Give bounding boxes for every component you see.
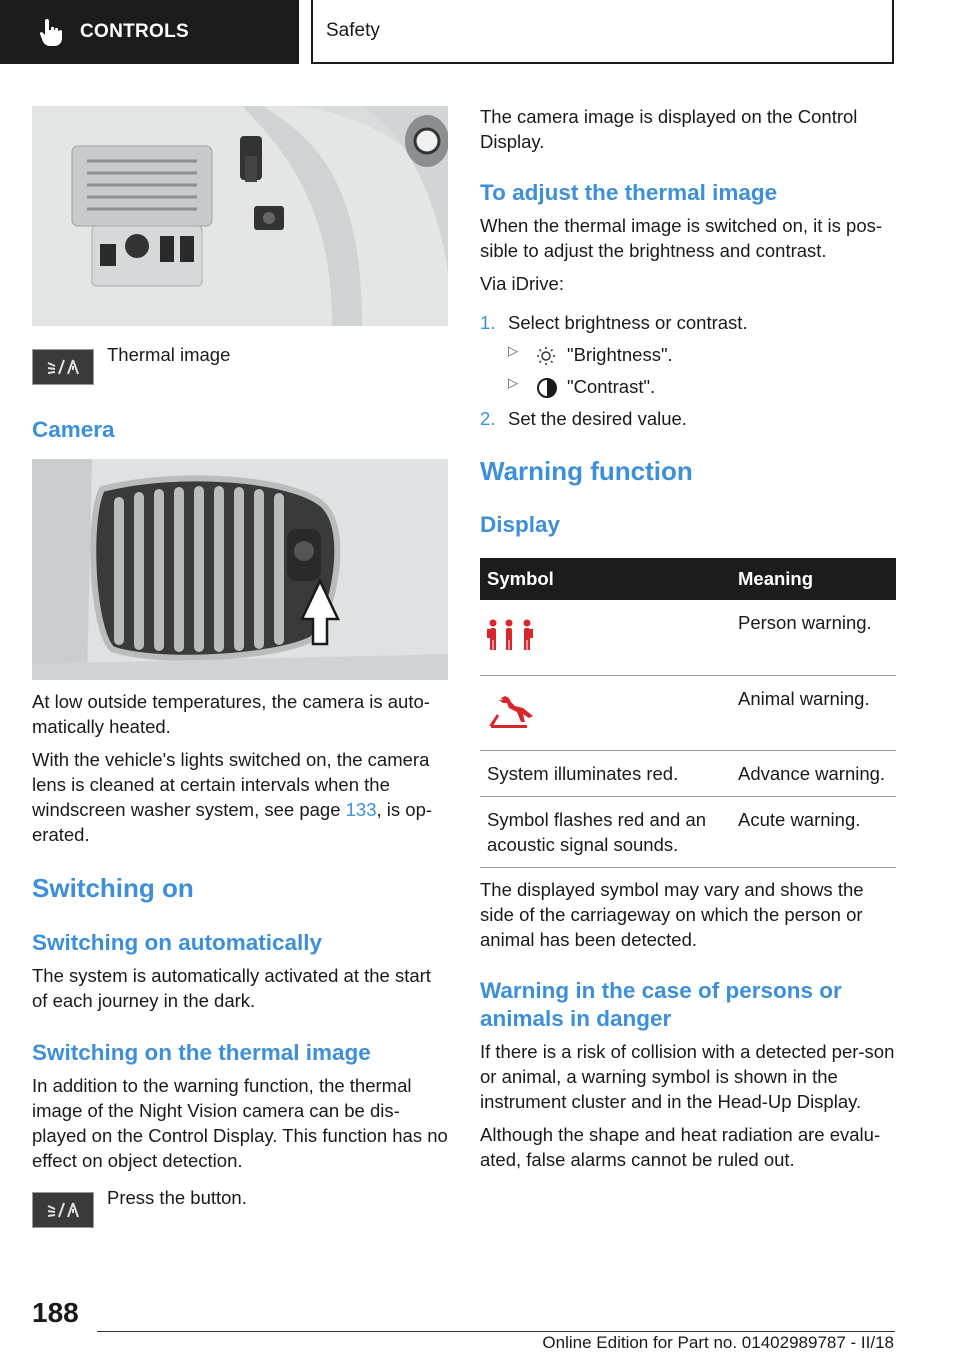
symbol-cell: Symbol flashes red and an acoustic signal sounds. (480, 796, 731, 867)
camera-heading: Camera (32, 417, 115, 442)
grille-illustration (32, 459, 448, 680)
footer-divider (97, 1331, 895, 1332)
step-1 (480, 310, 896, 335)
adjust-paragraph: When the thermal image is switched on, it is pos-sible to adjust the brightness and contrast. (480, 215, 883, 261)
edition-info: Online Edition for Part no. 01402989787 - II/18 (542, 1333, 894, 1352)
night-vision-icon (45, 1200, 81, 1220)
night-vision-button-icon (32, 349, 94, 385)
switching-on-thermal-heading: Switching on the thermal image (32, 1040, 371, 1065)
intro-paragraph: The camera image is displayed on the Control Display. (480, 106, 858, 152)
meaning-cell: Advance warning. (731, 750, 896, 796)
press-button-icon (32, 1192, 94, 1228)
symbol-cell (480, 600, 731, 675)
switching-on-automatically-heading: Switching on automatically (32, 930, 323, 955)
switching-on-heading: Switching on (32, 873, 194, 903)
table-row (480, 796, 896, 867)
danger-paragraph-1: If there is a risk of collision with a detected per-son or animal, a warning symbol is shown in the instrument cluster and in the Head-Up Display. (480, 1041, 895, 1112)
meaning-column-header: Meaning (731, 558, 896, 600)
night-vision-icon (45, 357, 81, 377)
symbol-column-header: Symbol (480, 558, 731, 600)
step-text: Select brightness or contrast. (508, 312, 748, 333)
after-table-paragraph: The displayed symbol may vary and shows the side of the carriageway on which the person or animal has been detected. (480, 879, 864, 950)
person-warning-icon (487, 618, 535, 652)
via-idrive: Via iDrive: (480, 273, 564, 294)
dashboard-photo (32, 106, 448, 331)
warning-function-heading: Warning function (480, 456, 693, 486)
triangle-bullet-icon: ▷ (508, 343, 518, 358)
dashboard-illustration (32, 106, 448, 326)
sub-item-contrast-text: "Contrast". (567, 376, 656, 397)
symbol-cell (480, 675, 731, 750)
animal-warning-icon (487, 694, 535, 728)
steps-list (480, 310, 896, 431)
camera-paragraph-1: At low outside temperatures, the camera is auto-matically heated. (32, 691, 430, 737)
camera-paragraph-2 (32, 747, 448, 847)
table-row (480, 750, 896, 796)
page-link-133[interactable]: 133 (345, 799, 377, 820)
contrast-icon (536, 377, 558, 399)
brightness-icon (536, 346, 556, 366)
step-2 (480, 406, 896, 431)
symbol-cell: System illuminates red. (480, 750, 731, 796)
thermal-image-caption: Thermal image (107, 344, 231, 365)
danger-paragraph-2: Although the shape and heat radiation are evalu-ated, false alarms cannot be ruled out. (480, 1124, 881, 1170)
meaning-cell: Acute warning. (731, 796, 896, 867)
step-text: Set the desired value. (508, 408, 687, 429)
danger-heading: Warning in the case of persons or animals in danger (480, 978, 842, 1031)
chapter-title: CONTROLS (80, 21, 190, 42)
section-title: Safety (326, 20, 380, 41)
adjust-thermal-heading: To adjust the thermal image (480, 180, 778, 205)
auto-paragraph: The system is automatically activated at the start of each journey in the dark. (32, 965, 431, 1011)
section-tab (311, 0, 894, 64)
step-number: 1. (480, 312, 496, 333)
meaning-cell: Animal warning. (731, 675, 896, 750)
sub-item-brightness-text: "Brightness". (567, 344, 673, 365)
sub-item-contrast (480, 374, 896, 406)
table-row (480, 675, 896, 750)
camera-paragraph-2-end: , is op-erated. (32, 799, 433, 845)
sub-item-brightness (480, 342, 896, 374)
symbol-table (480, 558, 896, 868)
page-number: 188 (32, 1297, 79, 1328)
meaning-cell: Person warning. (731, 600, 896, 675)
press-button-caption: Press the button. (107, 1187, 247, 1208)
thermal-paragraph: In addition to the warning function, the thermal image of the Night Vision camera can be dis-played on the Control Display. This function has no effect on object detection. (32, 1075, 448, 1171)
triangle-bullet-icon: ▷ (508, 375, 518, 390)
camera-paragraph-2-text: With the vehicle's lights switched on, the camera lens is cleaned at certain intervals when the windscreen washer system, see page (32, 749, 430, 820)
table-row (480, 600, 896, 675)
step-number: 2. (480, 408, 496, 429)
hand-pointer-icon (38, 17, 64, 47)
grille-photo (32, 459, 448, 685)
chapter-tab (0, 0, 299, 64)
display-heading: Display (480, 512, 561, 537)
